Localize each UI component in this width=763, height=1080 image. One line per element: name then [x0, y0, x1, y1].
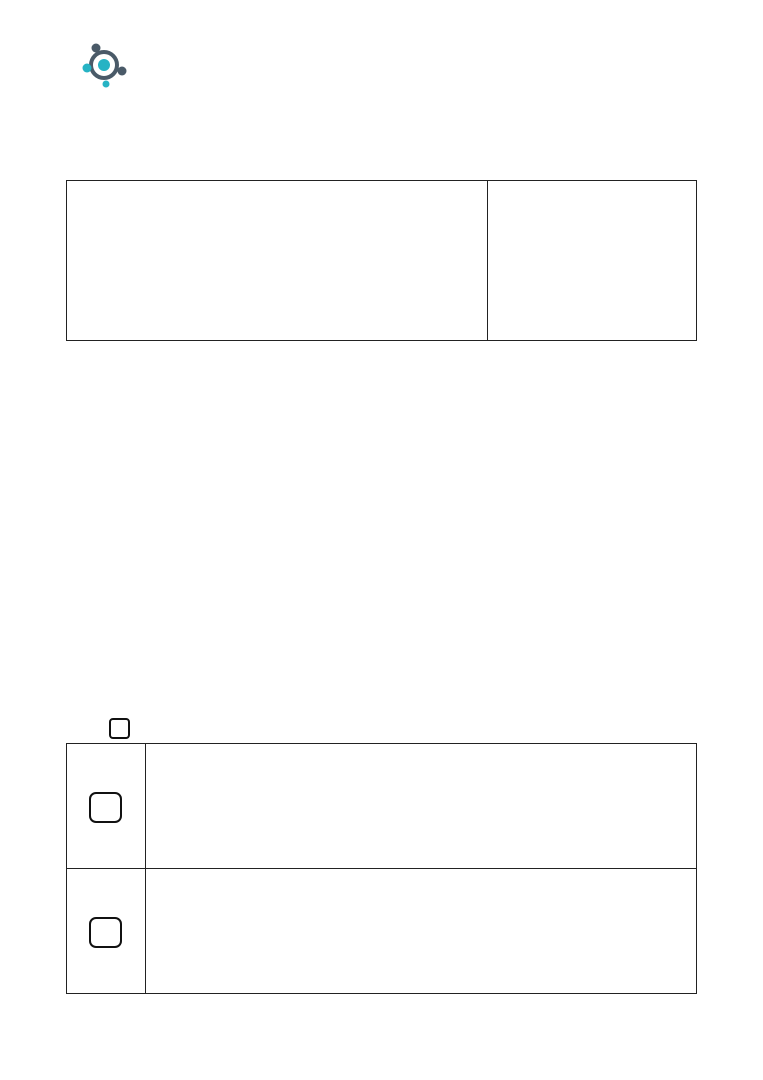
instruction	[73, 718, 138, 739]
count-panel-divider	[487, 180, 488, 341]
choice-flower-groups	[146, 744, 696, 993]
count-flower-grid	[67, 181, 487, 340]
logo-molecule-icon	[82, 40, 134, 92]
checkbox-icon	[109, 718, 130, 739]
answer-checkbox-1[interactable]	[89, 792, 122, 823]
answer-checkbox-2[interactable]	[89, 917, 122, 948]
logo	[82, 38, 282, 98]
